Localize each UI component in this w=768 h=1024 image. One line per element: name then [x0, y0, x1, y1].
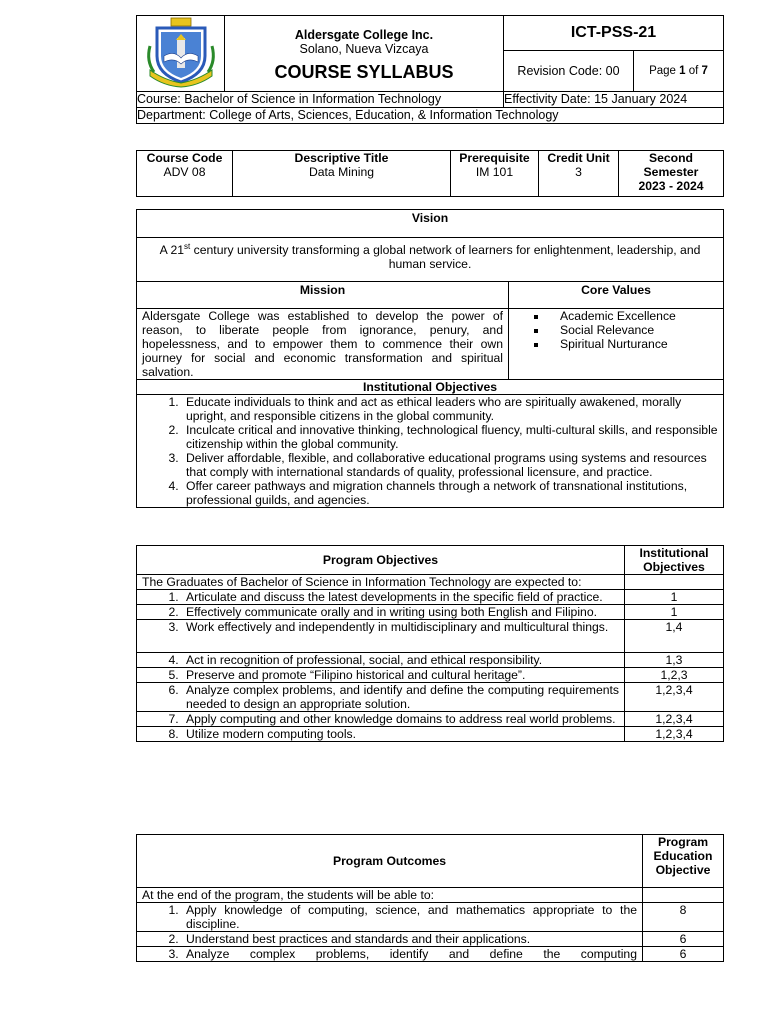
program-objective-item: 2. Effectively communicate orally and in writing using both English and Filipino.: [182, 605, 619, 619]
vision-text-a: A 21: [159, 243, 185, 258]
vision-text-sup: st: [184, 242, 191, 251]
inst-objectives-cell: [137, 395, 724, 508]
program-objective-row: [137, 712, 625, 727]
vision-heading: Vision: [137, 210, 724, 238]
program-objective-ref: 1,2,3: [625, 668, 724, 683]
program-outcome-ref: 8: [643, 903, 724, 932]
program-objective-item: 3. Work effectively and independently in multidisciplinary and multicultural things.: [182, 620, 619, 634]
page-of: of: [685, 65, 702, 77]
program-objective-ref: 1,2,3,4: [625, 712, 724, 727]
program-outcome-ref: 6: [643, 947, 724, 962]
program-objective-item: 4. Act in recognition of professional, social, and ethical responsibility.: [182, 653, 619, 667]
program-objective-item: 7. Apply computing and other knowledge domains to address real world problems.: [182, 712, 619, 726]
program-objective-row: [137, 727, 625, 742]
course-title: Data Mining: [308, 165, 375, 179]
revision-code: Revision Code: 00: [504, 51, 634, 92]
program-objective-ref: 1,2,3,4: [625, 683, 724, 712]
units-cell: [539, 151, 619, 197]
program-objective-item: 6. Analyze complex problems, and identify and define the computing requirements needed to design an appropriate solution.: [182, 683, 619, 711]
inst-objective-item: 4. Offer career pathways and migration channels through a network of transnational institutions, professional guilds, and agencies.: [182, 479, 718, 507]
page-prefix: Page: [649, 65, 680, 77]
program-objective-ref: 1: [625, 590, 724, 605]
college-logo: [137, 16, 225, 92]
program-objective-row: [137, 683, 625, 712]
program-objective-row: [137, 620, 625, 653]
core-value-item: ▪ Spiritual Nurturance: [548, 337, 718, 351]
program-outcomes-table: [136, 834, 724, 962]
inst-objectives-heading: Institutional Objectives: [137, 380, 724, 395]
credit-units: 3: [575, 165, 582, 179]
semester-cell: [619, 151, 724, 197]
course-code-cell: [137, 151, 233, 197]
program-outcome-row: [137, 947, 643, 962]
title-heading: Descriptive Title: [294, 151, 389, 165]
mission-heading: Mission: [137, 282, 509, 309]
inst-objectives-list: [142, 395, 718, 507]
course-info-table: [136, 150, 724, 197]
core-value-item: ▪ Academic Excellence: [548, 309, 718, 323]
course-code-heading: Course Code: [146, 151, 223, 165]
program-outcome-item: 2. Understand best practices and standards and their applications.: [182, 932, 637, 946]
program-outcome-row: [137, 932, 643, 947]
program-objectives-col-heading: Institutional Objectives: [625, 546, 724, 575]
title-cell: [233, 151, 451, 197]
empty-cell: [643, 888, 724, 903]
program-objective-ref: 1: [625, 605, 724, 620]
program-outcome-item: 1. Apply knowledge of computing, science, and mathematics appropriate to the discipline.: [182, 903, 637, 931]
program-objectives-intro: The Graduates of Bachelor of Science in Information Technology are expected to:: [137, 575, 625, 590]
core-values-heading: Core Values: [509, 282, 724, 309]
program-outcome-item: 3. Analyze complex problems, identify and define the computing: [182, 947, 637, 961]
page-current: 1: [679, 65, 686, 77]
program-objective-item: 8. Utilize modern computing tools.: [182, 727, 619, 741]
program-outcomes-col-heading: Program Education Objective: [643, 835, 724, 888]
empty-cell: [625, 575, 724, 590]
school-year: 2023 - 2024: [638, 179, 704, 193]
college-name: Aldersgate College Inc.: [294, 28, 434, 42]
program-objective-row: [137, 668, 625, 683]
prerequisite: IM 101: [475, 165, 514, 179]
syllabus-header: [136, 15, 724, 124]
units-heading: Credit Unit: [547, 151, 610, 165]
inst-objective-item: 2. Inculcate critical and innovative thinking, technological fluency, multi-cultural skills, and responsible citizenship within the global community.: [182, 423, 718, 451]
inst-objective-item: 3. Deliver affordable, flexible, and collaborative educational programs using systems and resources that comply with international standards of quality, professional licensure, and practice.: [182, 451, 718, 479]
program-outcome-row: [137, 903, 643, 932]
program-objective-row: [137, 653, 625, 668]
page-total: 7: [701, 65, 708, 77]
college-block: [225, 16, 504, 92]
program-objectives-heading: Program Objectives: [137, 546, 625, 575]
program-objective-row: [137, 605, 625, 620]
department-line: Department: College of Arts, Sciences, Education, & Information Technology: [137, 108, 724, 124]
inst-objective-item: 1. Educate individuals to think and act as ethical leaders who are spiritually awakened, morally upright, and responsible citizens in the global community.: [182, 395, 718, 423]
page-number: [634, 51, 724, 92]
core-values-list: [514, 309, 718, 351]
program-objective-ref: 1,4: [625, 620, 724, 653]
program-objective-item: 5. Preserve and promote “Filipino historical and cultural heritage”.: [182, 668, 619, 682]
course-line: Course: Bachelor of Science in Information Technology: [137, 92, 504, 108]
mission-text: Aldersgate College was established to develop the power of reason, to liberate people from ignorance, penury, and hopelessness, and to empower them to commence their own journey for social and economic transformation and spiritual salvation.: [137, 309, 509, 380]
program-objective-ref: 1,3: [625, 653, 724, 668]
prereq-cell: [451, 151, 539, 197]
program-objective-item: 1. Articulate and discuss the latest developments in the specific field of practice.: [182, 590, 619, 604]
college-address: Solano, Nueva Vizcaya: [299, 42, 429, 56]
vision-text: [137, 238, 724, 282]
prereq-heading: Prerequisite: [459, 151, 530, 165]
course-code: ADV 08: [163, 165, 206, 179]
vision-text-b: century university transforming a global network of learners for enlightenment, leadership, and human service.: [190, 243, 701, 272]
vmv-table: [136, 209, 724, 508]
core-value-item: ▪ Social Relevance: [548, 323, 718, 337]
program-objectives-table: [136, 545, 724, 742]
document-title: COURSE SYLLABUS: [274, 62, 454, 82]
program-outcomes-intro: At the end of the program, the students will be able to:: [137, 888, 643, 903]
program-outcomes-heading: Program Outcomes: [137, 835, 643, 888]
semester-heading: Second Semester: [643, 151, 699, 179]
effectivity-date: Effectivity Date: 15 January 2024: [504, 92, 724, 108]
core-values-cell: [509, 309, 724, 380]
program-objective-row: [137, 590, 625, 605]
program-outcome-ref: 6: [643, 932, 724, 947]
college-seal-icon: [144, 16, 218, 88]
program-objective-ref: 1,2,3,4: [625, 727, 724, 742]
document-code: ICT-PSS-21: [504, 16, 724, 51]
